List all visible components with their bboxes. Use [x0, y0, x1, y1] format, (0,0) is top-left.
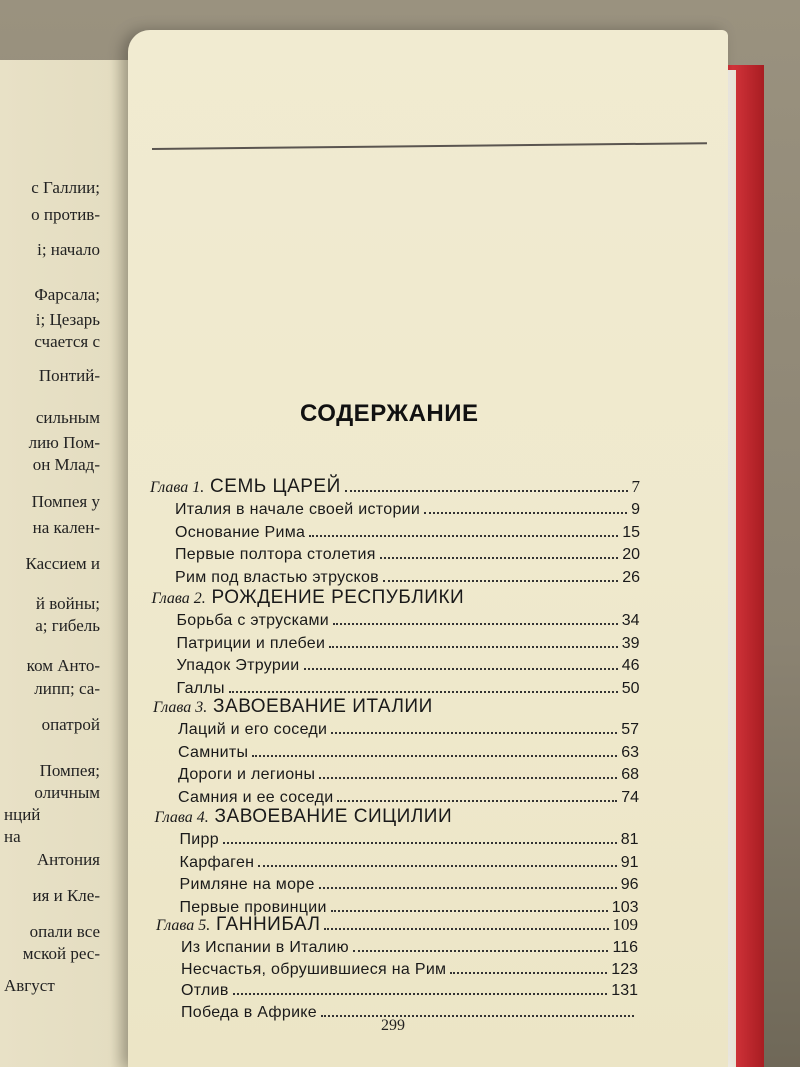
toc-section [180, 876, 639, 898]
chapter-prefix: Глава 3. [153, 699, 208, 716]
dot-leader [321, 1015, 634, 1017]
section-page-number: 63 [621, 743, 639, 761]
section-page-number: 96 [620, 876, 639, 893]
toc-chapter-3 [153, 696, 639, 718]
toc-section [177, 635, 640, 657]
section-page-number: 39 [621, 634, 640, 652]
toc-chapter-5 [156, 914, 638, 936]
section-title: Первые полтора столетия [175, 546, 376, 563]
toc-section [180, 831, 639, 853]
section-title: Самния и ее соседи [178, 788, 334, 806]
dot-leader [252, 755, 617, 757]
left-page-text-fragment: он Млад- [32, 455, 100, 474]
section-title: Упадок Этрурии [176, 657, 300, 674]
section-page-number: 74 [621, 788, 639, 806]
dot-leader [258, 865, 616, 867]
chapter-title: ГАННИБАЛ [210, 914, 321, 935]
chapter-title: РОЖДЕНИЕ РЕСПУБЛИКИ [205, 587, 465, 608]
toc-section [175, 524, 640, 546]
toc-section [175, 546, 640, 568]
section-title: Карфаген [179, 853, 255, 871]
section-title: Римляне на море [179, 876, 315, 893]
section-page-number: 20 [622, 546, 640, 563]
toc-section [181, 1004, 638, 1026]
left-page-text-fragment: і; начало [37, 240, 100, 259]
toc-section [181, 961, 638, 983]
section-page-number: 57 [621, 721, 639, 738]
chapter-prefix: Глава 5. [156, 917, 211, 934]
toc-section [181, 982, 638, 1004]
toc-section [178, 766, 639, 788]
left-page-text-fragment: липп; са- [34, 679, 100, 698]
left-page-text-fragment: Понтий- [38, 366, 100, 385]
section-page-number: 68 [621, 766, 639, 783]
section-page-number: 26 [622, 568, 640, 586]
section-title: Первые провинции [179, 898, 327, 916]
left-page [0, 60, 138, 1067]
dot-leader [424, 512, 627, 514]
dot-leader [383, 580, 618, 582]
section-title: Из Испании в Италию [181, 939, 349, 956]
dot-leader [319, 777, 617, 779]
toc-section [180, 854, 639, 876]
chapter-page-number: 7 [631, 477, 640, 496]
left-page-text-fragment: оличным [34, 783, 100, 802]
dot-leader [333, 623, 618, 625]
toc-chapter-2 [152, 587, 640, 609]
section-title: Галлы [176, 679, 225, 697]
section-title: Италия в начале своей истории [175, 501, 421, 518]
section-title: Пирр [179, 831, 219, 848]
left-page-text-fragment: Август [4, 976, 55, 995]
left-page-text-fragment: о против- [31, 205, 100, 224]
toc-section [177, 612, 640, 634]
dot-leader [309, 535, 618, 537]
toc-section [177, 657, 640, 679]
left-page-text-fragment: Фарсала; [34, 285, 100, 304]
left-page-text-fragment: Кассием и [25, 554, 100, 573]
section-title: Победа в Африке [181, 1003, 317, 1021]
section-page-number: 50 [621, 679, 640, 697]
dot-leader [331, 732, 617, 734]
toc-chapter-1 [150, 476, 640, 498]
left-page-text-fragment: лию Пом- [28, 433, 100, 452]
section-page-number: 81 [620, 831, 639, 848]
chapter-page-number: 109 [612, 915, 638, 934]
section-title: Рим под властью этрусков [175, 568, 379, 586]
section-page-number: 15 [622, 523, 640, 541]
section-title: Патриции и плебеи [176, 634, 326, 652]
toc-section [175, 501, 640, 523]
left-page-text-fragment: с Галлии; [31, 178, 100, 197]
dot-leader [324, 928, 608, 930]
section-title: Борьба с этрусками [176, 612, 329, 629]
dot-leader [331, 910, 608, 912]
left-page-text-fragment: счается с [34, 332, 100, 351]
dot-leader [304, 668, 618, 670]
section-page-number: 9 [631, 501, 640, 518]
chapter-title: ЗАВОЕВАНИЕ СИЦИЛИИ [208, 806, 453, 827]
chapter-prefix: Глава 4. [154, 809, 209, 826]
left-page-text-fragment: опали все [29, 922, 100, 941]
dot-leader [319, 887, 617, 889]
left-page-text-fragment: і; Цезарь [35, 310, 100, 329]
chapter-prefix: Глава 2. [151, 590, 206, 607]
section-page-number: 46 [621, 657, 640, 674]
left-page-text-fragment: й войны; [35, 594, 100, 613]
left-page-text-fragment: Помпея; [39, 761, 100, 780]
left-page-text-fragment: ком Анто- [26, 656, 100, 675]
dot-leader [337, 800, 617, 802]
chapter-title: ЗАВОЕВАНИЕ ИТАЛИИ [207, 696, 433, 717]
left-page-text-fragment: нций [4, 805, 41, 824]
section-page-number: 34 [621, 612, 640, 629]
chapter-title: СЕМЬ ЦАРЕЙ [204, 476, 341, 497]
left-page-text-fragment: сильным [35, 408, 100, 427]
left-page-text-fragment: опатрой [41, 715, 100, 734]
toc-section [178, 721, 639, 743]
left-page-text-fragment: ия и Кле- [32, 886, 100, 905]
section-title: Отлив [181, 982, 229, 999]
section-page-number: 123 [611, 960, 638, 978]
dot-leader [345, 490, 628, 492]
section-title: Лаций и его соседи [178, 721, 328, 738]
page-number: 299 [381, 1017, 405, 1034]
dot-leader [229, 691, 618, 693]
left-page-text-fragment: на кален- [32, 518, 100, 537]
toc-chapter-4 [155, 806, 639, 828]
dot-leader [233, 993, 608, 995]
section-title: Самниты [178, 743, 249, 761]
section-title: Дороги и легионы [178, 766, 316, 783]
left-page-text-fragment: Антония [36, 850, 100, 869]
dot-leader [223, 842, 617, 844]
left-page-text-fragment: на [4, 827, 21, 846]
left-page-text-fragment: а; гибель [35, 616, 100, 635]
toc-section [181, 939, 638, 961]
section-page-number: 131 [611, 982, 638, 999]
toc-title: СОДЕРЖАНИЕ [300, 400, 479, 427]
dot-leader [450, 972, 607, 974]
dot-leader [380, 557, 618, 559]
section-page-number: 116 [612, 939, 638, 956]
section-page-number: 91 [620, 853, 639, 871]
toc-section [178, 744, 639, 766]
dot-leader [329, 646, 617, 648]
left-page-text-fragment: мской рес- [22, 944, 100, 963]
chapter-prefix: Глава 1. [150, 479, 205, 496]
section-title: Основание Рима [175, 523, 306, 541]
section-page-number: 103 [611, 898, 639, 916]
dot-leader [353, 950, 609, 952]
left-page-text-fragment: Помпея у [31, 492, 100, 511]
section-title: Несчастья, обрушившиеся на Рим [181, 960, 447, 978]
